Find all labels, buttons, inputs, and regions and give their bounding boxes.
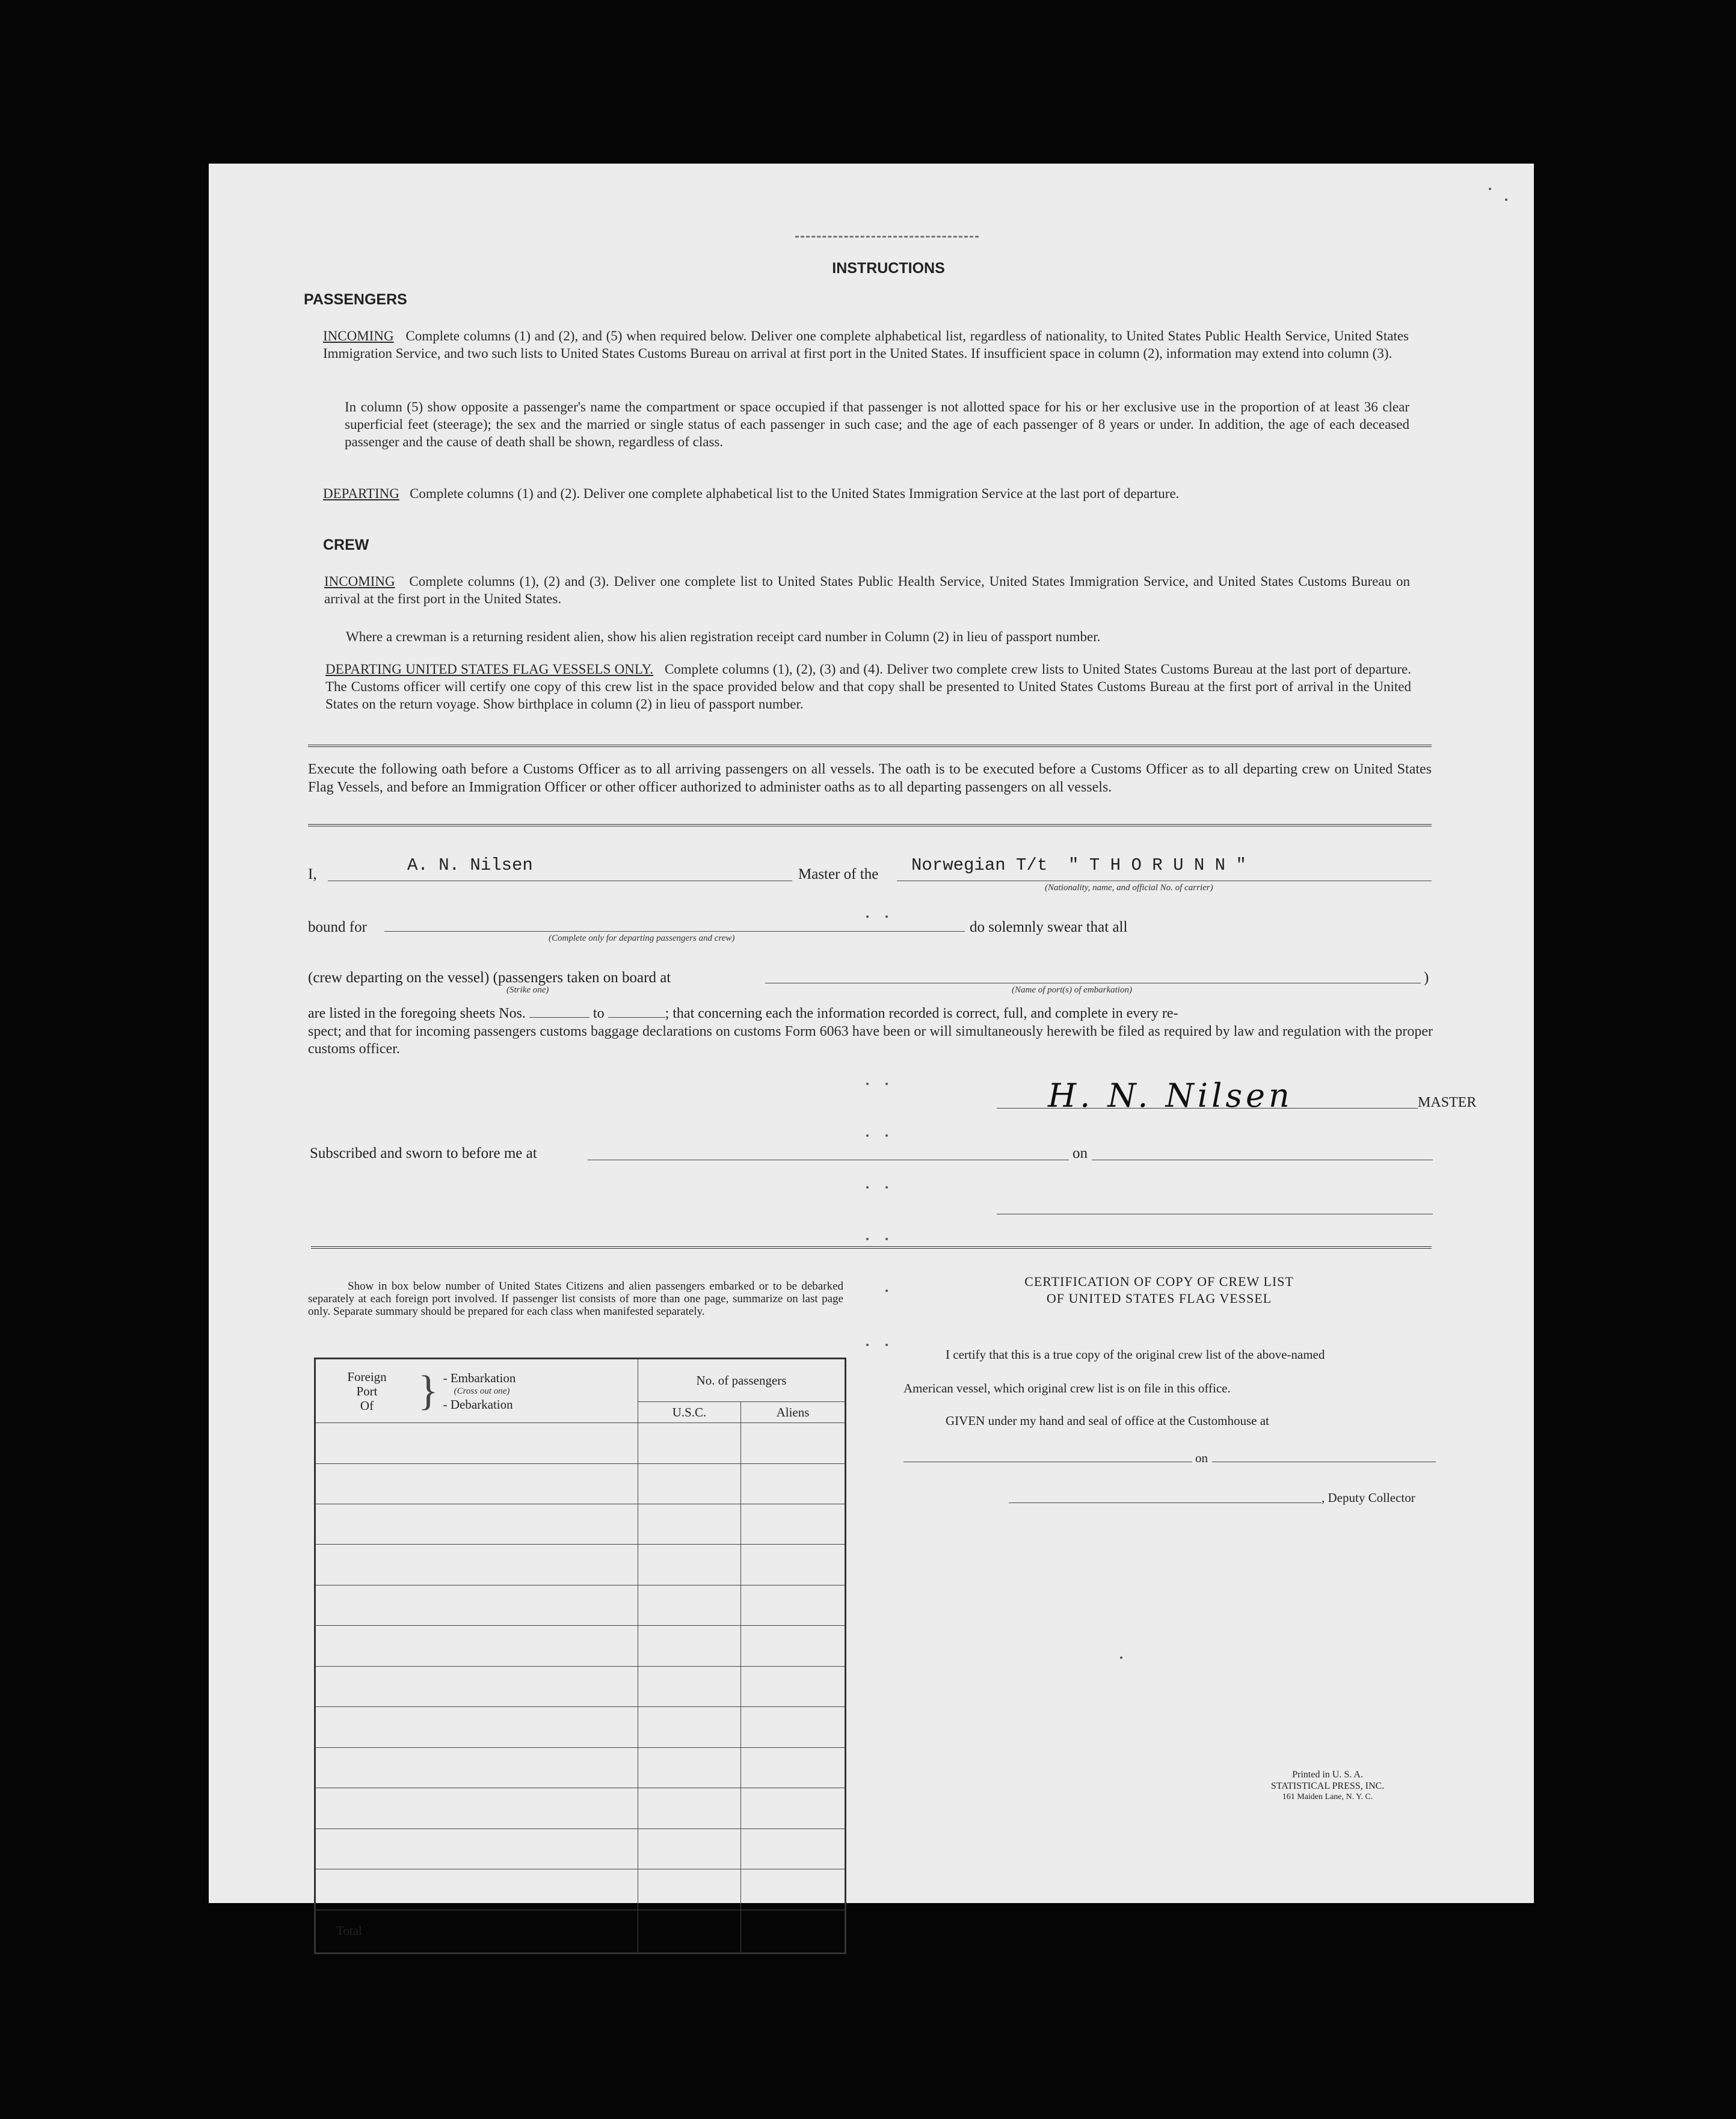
of-label: Of bbox=[360, 1398, 374, 1413]
scan-speck bbox=[866, 1344, 869, 1346]
divider-2 bbox=[308, 824, 1432, 826]
usc-cell[interactable] bbox=[638, 1585, 741, 1625]
certification-line-2: American vessel, which original crew list is on file in this office. bbox=[903, 1381, 1231, 1395]
printer-line-2: STATISTICAL PRESS, INC. bbox=[1270, 1781, 1385, 1791]
usc-cell[interactable] bbox=[638, 1707, 741, 1747]
usc-cell[interactable] bbox=[638, 1828, 741, 1869]
crew-incoming-paragraph bbox=[324, 573, 1410, 607]
subscribed-on-label: on bbox=[1073, 1145, 1088, 1161]
printer-line-1: Printed in U. S. A. bbox=[1292, 1770, 1363, 1780]
crew-incoming-text: Complete columns (1), (2) and (3). Deliver one complete list to United States Public Health Service, United States Immigration Service, and United States Customs Bureau on arrival at the first port in the United States. bbox=[324, 574, 1411, 606]
scan-speck bbox=[885, 1238, 888, 1240]
embarkation-label: - Embarkation bbox=[443, 1370, 516, 1385]
port-label: Port bbox=[356, 1383, 378, 1398]
usc-header: U.S.C. bbox=[638, 1402, 741, 1423]
deputy-line bbox=[1009, 1502, 1322, 1503]
passengers-incoming-text: Complete columns (1) and (2), and (5) when required below. Deliver one complete alphabetical list, regardless of nationality, to United States Public Health Service, United States Immigration Service, and two such lists to United States Customs Bureau on arrival at first port in the United States. If insufficient space in column (2), information may extend into column (3). bbox=[323, 328, 1409, 361]
foreign-port-header: Foreign Port Of } - Embarkation (Cross out one) - Debarkation bbox=[315, 1359, 638, 1423]
port-cell[interactable] bbox=[315, 1423, 638, 1463]
swear-text: do solemnly swear that all bbox=[970, 919, 1128, 935]
header-dashes bbox=[795, 236, 979, 246]
scan-speck bbox=[885, 1134, 888, 1137]
usc-cell[interactable] bbox=[638, 1463, 741, 1504]
aliens-cell[interactable] bbox=[741, 1504, 846, 1544]
port-cell[interactable] bbox=[315, 1747, 638, 1788]
scan-speck bbox=[885, 915, 888, 918]
master-name: A. N. Nilsen bbox=[407, 855, 533, 875]
vessel-caption: (Nationality, name, and official No. of carrier) bbox=[1045, 883, 1213, 893]
scan-speck bbox=[1505, 198, 1507, 201]
aliens-cell[interactable] bbox=[741, 1545, 846, 1585]
passengers-departing-text: Complete columns (1) and (2). Deliver one complete alphabetical list to the United States Immigration Service at the last port of departure. bbox=[410, 486, 1180, 501]
deputy-collector-label: , Deputy Collector bbox=[1322, 1490, 1415, 1505]
total-usc-cell[interactable] bbox=[638, 1910, 741, 1953]
aliens-cell[interactable] bbox=[741, 1626, 846, 1666]
usc-cell[interactable] bbox=[638, 1869, 741, 1910]
close-paren: ) bbox=[1424, 970, 1429, 986]
scan-speck bbox=[866, 1186, 869, 1189]
i-label: I, bbox=[308, 866, 317, 882]
master-of-label: Master of the bbox=[798, 866, 879, 882]
divider-3 bbox=[311, 1246, 1432, 1249]
column5-paragraph: In column (5) show opposite a passenger's name the compartment or space occupied if that passenger is not allotted space for his or her exclusive use in the proportion of at least 36 clear superficial feet (steerage); the sex and the married or single status of each passenger in such case; and the age of each passenger of 8 years or under. In addition, the age of each deceased passenger and the cause of death shall be shown, regardless of class. bbox=[345, 399, 1409, 449]
port-cell[interactable] bbox=[315, 1707, 638, 1747]
bound-for-label: bound for bbox=[308, 919, 367, 935]
listed-to: to bbox=[593, 1006, 605, 1021]
scan-speck bbox=[1120, 1656, 1122, 1659]
passenger-summary-table bbox=[314, 1358, 846, 1954]
scan-speck bbox=[866, 915, 869, 918]
total-label: Total bbox=[315, 1910, 638, 1953]
usc-cell[interactable] bbox=[638, 1788, 741, 1828]
scan-speck bbox=[885, 1083, 888, 1085]
aliens-cell[interactable] bbox=[741, 1463, 846, 1504]
ports-caption: (Name of port(s) of embarkation) bbox=[1012, 985, 1132, 995]
port-cell[interactable] bbox=[315, 1504, 638, 1544]
aliens-cell[interactable] bbox=[741, 1423, 846, 1463]
aliens-cell[interactable] bbox=[741, 1869, 846, 1910]
listed-line-1 bbox=[308, 1006, 1433, 1022]
scan-speck bbox=[866, 1083, 869, 1085]
aliens-cell[interactable] bbox=[741, 1828, 846, 1869]
bound-for-line bbox=[384, 931, 965, 932]
port-cell[interactable] bbox=[315, 1585, 638, 1625]
passengers-heading: PASSENGERS bbox=[304, 291, 407, 308]
divider-1 bbox=[308, 745, 1432, 747]
debarkation-label: - Debarkation bbox=[443, 1397, 513, 1412]
summary-instruction: Show in box below number of United States Citizens and alien passengers embarked or to be debarked separately at each foreign port involved. If passenger list consists of more than one page, summarize on last page only. Separate summary should be prepared for each class when manifested separately. bbox=[308, 1280, 843, 1318]
scan-speck bbox=[885, 1344, 888, 1346]
passengers-incoming-paragraph bbox=[323, 327, 1409, 362]
aliens-cell[interactable] bbox=[741, 1788, 846, 1828]
usc-cell[interactable] bbox=[638, 1666, 741, 1706]
vessel-name: Norwegian T/t " T H O R U N N " bbox=[911, 855, 1246, 875]
printer-line-3: 161 Maiden Lane, N. Y. C. bbox=[1282, 1792, 1373, 1801]
aliens-cell[interactable] bbox=[741, 1666, 846, 1706]
instructions-heading: INSTRUCTIONS bbox=[832, 260, 945, 277]
passengers-incoming-label: INCOMING bbox=[323, 328, 394, 343]
crew-heading: CREW bbox=[323, 537, 369, 553]
port-cell[interactable] bbox=[315, 1666, 638, 1706]
foreign-label: Foreign bbox=[347, 1369, 387, 1384]
usc-cell[interactable] bbox=[638, 1423, 741, 1463]
crew-departing-paragraph bbox=[325, 660, 1411, 713]
port-cell[interactable] bbox=[315, 1626, 638, 1666]
scan-speck bbox=[1489, 188, 1491, 190]
port-cell[interactable] bbox=[315, 1869, 638, 1910]
crew-departing-label: DEPARTING UNITED STATES FLAG VESSELS ONLY. bbox=[325, 662, 654, 677]
scan-speck bbox=[866, 1134, 869, 1137]
aliens-cell[interactable] bbox=[741, 1747, 846, 1788]
aliens-cell[interactable] bbox=[741, 1707, 846, 1747]
crew-incoming-label: INCOMING bbox=[324, 574, 395, 589]
usc-cell[interactable] bbox=[638, 1504, 741, 1544]
listed-text-2: ; that concerning each the information recorded is correct, full, and complete in every re- bbox=[665, 1006, 1178, 1021]
scan-speck bbox=[885, 1186, 888, 1189]
passengers-departing-paragraph bbox=[323, 485, 1409, 502]
usc-cell[interactable] bbox=[638, 1626, 741, 1666]
aliens-header: Aliens bbox=[741, 1402, 846, 1423]
port-cell[interactable] bbox=[315, 1545, 638, 1585]
certification-on-label: on bbox=[1195, 1451, 1208, 1465]
bound-for-caption: (Complete only for departing passengers and crew) bbox=[549, 933, 735, 943]
port-cell[interactable] bbox=[315, 1463, 638, 1504]
certification-title-2: OF UNITED STATES FLAG VESSEL bbox=[1046, 1291, 1272, 1306]
port-cell[interactable] bbox=[315, 1828, 638, 1869]
crew-departing-oath: (crew departing on the vessel) (passengers taken on board at bbox=[308, 970, 671, 986]
crew-resident-paragraph: Where a crewman is a returning resident alien, show his alien registration receipt card number in Column (2) in lieu of passport number. bbox=[346, 629, 1101, 644]
certification-line-3: GIVEN under my hand and seal of office at the Customhouse at bbox=[946, 1413, 1269, 1428]
no-of-passengers-header: No. of passengers bbox=[638, 1359, 846, 1402]
listed-text-3: spect; and that for incoming passengers customs baggage declarations on customs Form 6063 have been or will simultaneously herewith be filed as required by law and regulation with the proper customs officer. bbox=[308, 1024, 1433, 1057]
crew-departing-text: Complete columns (1), (2), (3) and (4). Deliver two complete crew lists to United States Customs Bureau at the last port of departure. The Customs officer will certify one copy of this crew list in the space provided below and that copy shall be presented to United States Customs Bureau at the first port of arrival in the United States on the return voyage. Show birthplace in column (2) in lieu of passport number. bbox=[325, 662, 1411, 712]
scan-speck bbox=[866, 1238, 869, 1240]
master-signature: H. N. Nilsen bbox=[1048, 1077, 1293, 1115]
usc-cell[interactable] bbox=[638, 1747, 741, 1788]
subscribed-text: Subscribed and sworn to before me at bbox=[310, 1145, 537, 1161]
master-label: MASTER bbox=[1418, 1095, 1477, 1110]
total-aliens-cell[interactable] bbox=[741, 1910, 846, 1953]
signature-line bbox=[997, 1108, 1418, 1109]
oath-intro: Execute the following oath before a Customs Officer as to all arriving passengers on all vessels. The oath is to be executed before a Customs Officer as to all departing crew on United States Flag Vessels, and before an Immigration Officer or other officer authorized to administer oaths as to all departing passengers on all vessels. bbox=[308, 761, 1432, 795]
certification-line-1: I certify that this is a true copy of the original crew list of the above-named bbox=[946, 1347, 1325, 1362]
usc-cell[interactable] bbox=[638, 1545, 741, 1585]
passengers-departing-label: DEPARTING bbox=[323, 486, 399, 501]
certification-title-1: CERTIFICATION OF COPY OF CREW LIST bbox=[1024, 1274, 1294, 1289]
listed-text-1: are listed in the foregoing sheets Nos. bbox=[308, 1006, 526, 1021]
cross-out-label: (Cross out one) bbox=[454, 1386, 510, 1396]
strike-caption: (Strike one) bbox=[506, 985, 549, 995]
aliens-cell[interactable] bbox=[741, 1585, 846, 1625]
port-cell[interactable] bbox=[315, 1788, 638, 1828]
document-page bbox=[209, 164, 1534, 1939]
scan-speck bbox=[885, 1290, 888, 1292]
